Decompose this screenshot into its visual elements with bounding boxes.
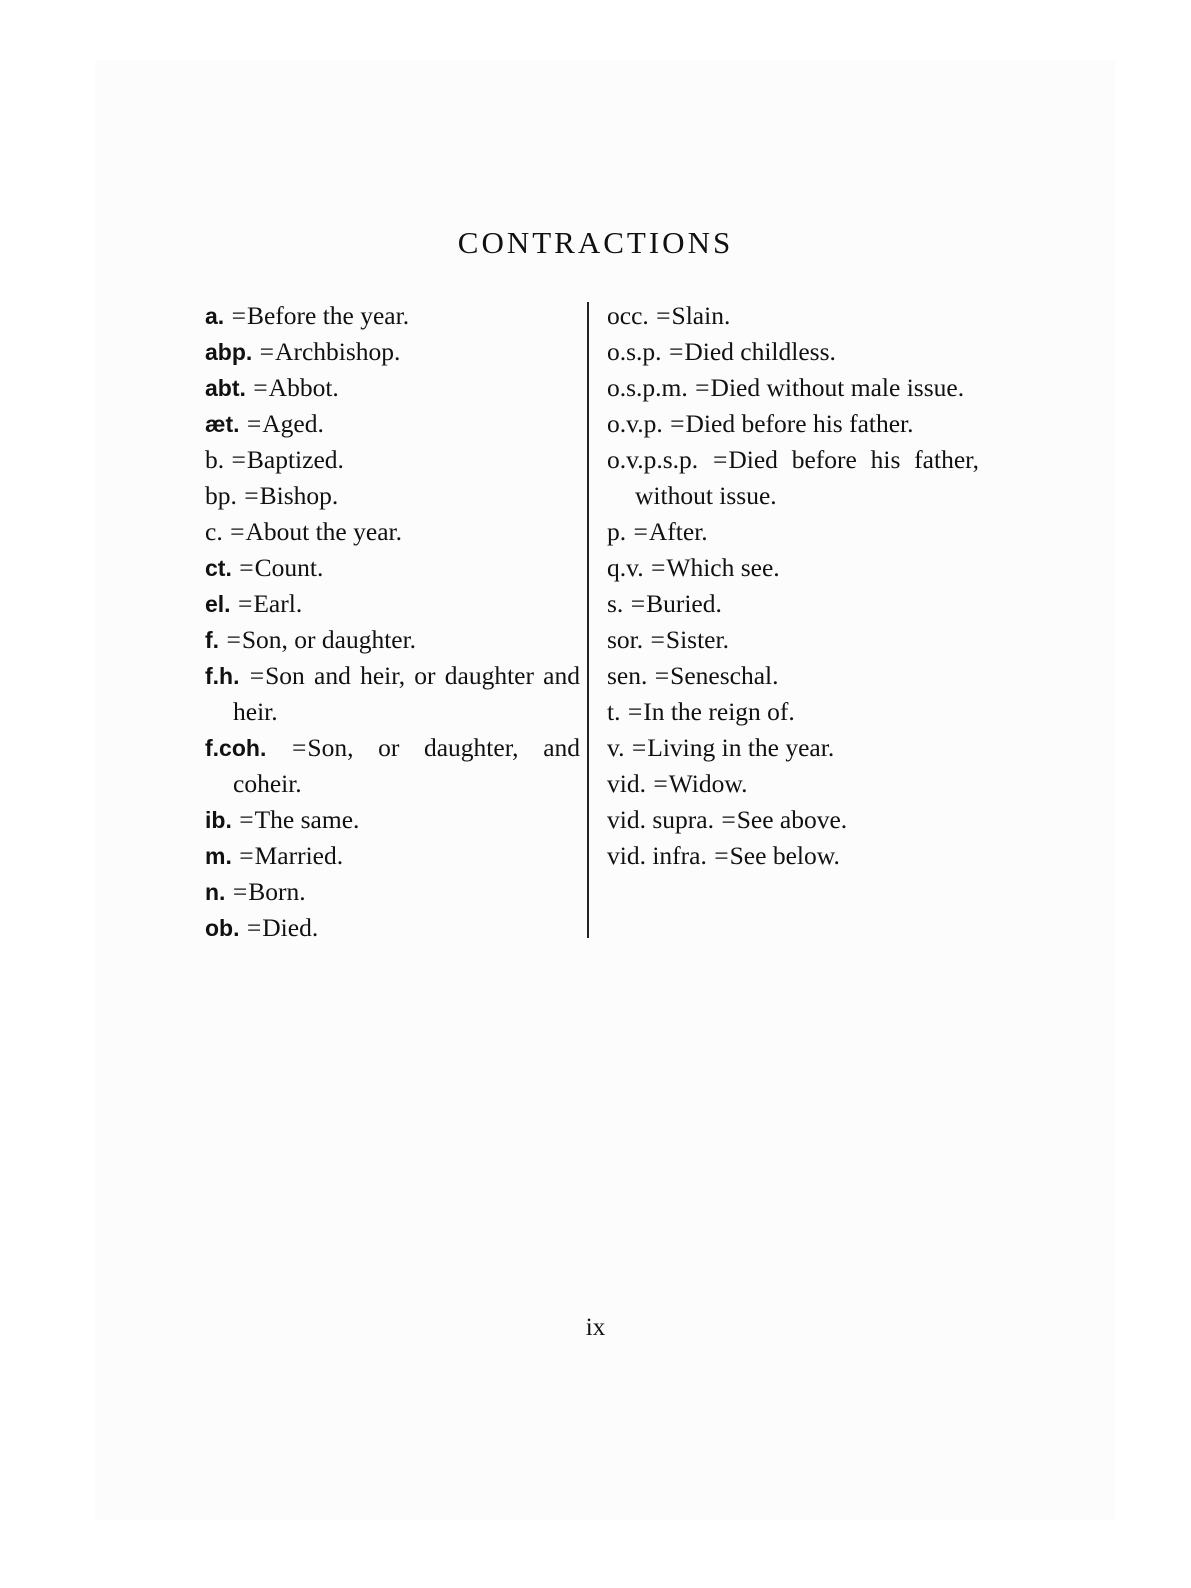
equals-sign: = xyxy=(631,733,647,762)
contraction-abbreviation: sor. xyxy=(607,625,644,654)
contraction-abbreviation: f. xyxy=(205,627,220,653)
contraction-meaning: See below. xyxy=(729,841,840,870)
contraction-abbreviation: n. xyxy=(205,879,226,905)
equals-sign: = xyxy=(230,517,245,546)
equals-sign: = xyxy=(633,517,648,546)
contraction-meaning: Bishop. xyxy=(259,481,339,510)
contraction-entry xyxy=(205,874,580,910)
contraction-meaning: Baptized. xyxy=(246,445,344,474)
contraction-meaning: See above. xyxy=(736,805,848,834)
contraction-entry xyxy=(205,550,580,586)
contraction-meaning: Widow. xyxy=(668,769,748,798)
contraction-abbreviation: o.v.p. xyxy=(607,409,663,438)
contraction-abbreviation: vid. xyxy=(607,769,646,798)
contraction-entry xyxy=(607,658,979,694)
contraction-abbreviation: o.s.p.m. xyxy=(607,373,688,402)
contraction-meaning: Abbot. xyxy=(268,373,339,402)
contraction-meaning: Died. xyxy=(262,913,319,942)
contraction-entry xyxy=(205,442,580,478)
contraction-meaning: Died childless. xyxy=(684,337,836,366)
contraction-abbreviation: b. xyxy=(205,445,225,474)
contraction-abbreviation: t. xyxy=(607,697,621,726)
equals-sign: = xyxy=(253,373,268,402)
equals-sign: = xyxy=(237,589,253,618)
contraction-entry xyxy=(205,334,580,370)
equals-sign: = xyxy=(239,805,254,834)
contraction-entry xyxy=(607,622,979,658)
equals-sign: = xyxy=(668,337,684,366)
contraction-abbreviation: ob. xyxy=(205,915,240,941)
equals-sign: = xyxy=(292,733,307,762)
equals-sign: = xyxy=(721,805,736,834)
contraction-entry xyxy=(205,802,580,838)
contraction-meaning: Living in the year. xyxy=(647,733,835,762)
contraction-abbreviation: occ. xyxy=(607,301,649,330)
contraction-meaning: Sister. xyxy=(665,625,729,654)
contraction-entry xyxy=(607,334,979,370)
contraction-entry xyxy=(607,298,979,334)
contraction-meaning: Died before his father, without issue. xyxy=(635,445,979,510)
contraction-entry xyxy=(607,406,979,442)
contraction-meaning: After. xyxy=(648,517,708,546)
equals-sign: = xyxy=(695,373,710,402)
equals-sign: = xyxy=(232,877,248,906)
contraction-abbreviation: m. xyxy=(205,843,232,869)
contraction-abbreviation: p. xyxy=(607,517,627,546)
contraction-entry xyxy=(205,478,580,514)
equals-sign: = xyxy=(656,301,671,330)
contraction-entry xyxy=(607,514,979,550)
column-divider xyxy=(587,302,589,938)
contraction-abbreviation: o.v.p.s.p. xyxy=(607,445,699,474)
contraction-meaning: Son, or daughter, and coheir. xyxy=(233,733,581,798)
contraction-entry xyxy=(205,658,580,730)
contraction-abbreviation: abp. xyxy=(205,339,253,365)
contraction-abbreviation: vid. supra. xyxy=(607,805,714,834)
contraction-abbreviation: vid. infra. xyxy=(607,841,707,870)
contraction-meaning: The same. xyxy=(254,805,360,834)
equals-sign: = xyxy=(239,841,254,870)
equals-sign: = xyxy=(654,661,670,690)
contraction-entry xyxy=(607,730,979,766)
contraction-meaning: Son and heir, or daughter and heir. xyxy=(233,661,581,726)
equals-sign: = xyxy=(231,301,246,330)
contraction-entry xyxy=(607,802,979,838)
contraction-entry xyxy=(607,370,979,406)
contraction-meaning: Archbishop. xyxy=(275,337,401,366)
contraction-abbreviation: v. xyxy=(607,733,625,762)
contraction-entry xyxy=(607,694,979,730)
contraction-abbreviation: ib. xyxy=(205,807,232,833)
equals-sign: = xyxy=(249,661,265,690)
equals-sign: = xyxy=(259,337,275,366)
contraction-entry xyxy=(607,442,979,514)
contraction-abbreviation: f.coh. xyxy=(205,735,267,761)
contraction-entry xyxy=(607,586,979,622)
equals-sign: = xyxy=(630,589,646,618)
contraction-entry xyxy=(607,838,979,874)
contraction-abbreviation: s. xyxy=(607,589,624,618)
contraction-meaning: Count. xyxy=(254,553,324,582)
contraction-abbreviation: sen. xyxy=(607,661,648,690)
equals-sign: = xyxy=(226,625,241,654)
contraction-entry xyxy=(205,370,580,406)
contraction-abbreviation: abt. xyxy=(205,375,246,401)
equals-sign: = xyxy=(246,409,262,438)
equals-sign: = xyxy=(627,697,643,726)
contraction-abbreviation: a. xyxy=(205,303,225,329)
contraction-meaning: Born. xyxy=(248,877,306,906)
equals-sign: = xyxy=(231,445,246,474)
contraction-entry xyxy=(205,622,580,658)
contraction-meaning: Seneschal. xyxy=(670,661,779,690)
contraction-abbreviation: o.s.p. xyxy=(607,337,662,366)
equals-sign: = xyxy=(714,841,729,870)
contraction-entry xyxy=(205,298,580,334)
contraction-abbreviation: c. xyxy=(205,517,223,546)
equals-sign: = xyxy=(670,409,685,438)
right-column xyxy=(607,298,979,874)
contraction-meaning: About the year. xyxy=(245,517,402,546)
contraction-entry xyxy=(205,514,580,550)
equals-sign: = xyxy=(239,553,254,582)
contraction-meaning: Before the year. xyxy=(246,301,410,330)
contraction-entry xyxy=(607,550,979,586)
equals-sign: = xyxy=(712,445,728,474)
contraction-entry xyxy=(607,766,979,802)
contraction-meaning: Which see. xyxy=(666,553,780,582)
contraction-meaning: Earl. xyxy=(253,589,303,618)
contraction-meaning: Died before his father. xyxy=(685,409,914,438)
contraction-abbreviation: bp. xyxy=(205,481,237,510)
page-title: CONTRACTIONS xyxy=(457,225,734,260)
contraction-entry xyxy=(205,730,580,802)
equals-sign: = xyxy=(246,913,262,942)
contraction-entry xyxy=(205,406,580,442)
contraction-meaning: Died without male issue. xyxy=(710,373,965,402)
contraction-abbreviation: æt. xyxy=(205,411,240,437)
contraction-entry xyxy=(205,910,580,946)
equals-sign: = xyxy=(653,769,668,798)
contraction-meaning: Son, or daughter. xyxy=(241,625,417,654)
contraction-meaning: Married. xyxy=(254,841,344,870)
contraction-meaning: Slain. xyxy=(671,301,731,330)
contraction-abbreviation: f.h. xyxy=(205,663,240,689)
contraction-abbreviation: q.v. xyxy=(607,553,644,582)
contraction-abbreviation: el. xyxy=(205,591,231,617)
equals-sign: = xyxy=(650,553,666,582)
contraction-entry xyxy=(205,586,580,622)
contraction-abbreviation: ct. xyxy=(205,555,232,581)
contraction-entry xyxy=(205,838,580,874)
contraction-meaning: Buried. xyxy=(646,589,722,618)
left-column xyxy=(205,298,580,946)
contraction-meaning: In the reign of. xyxy=(643,697,795,726)
equals-sign: = xyxy=(650,625,665,654)
contraction-meaning: Aged. xyxy=(262,409,324,438)
page-number: ix xyxy=(585,1314,606,1341)
equals-sign: = xyxy=(244,481,259,510)
